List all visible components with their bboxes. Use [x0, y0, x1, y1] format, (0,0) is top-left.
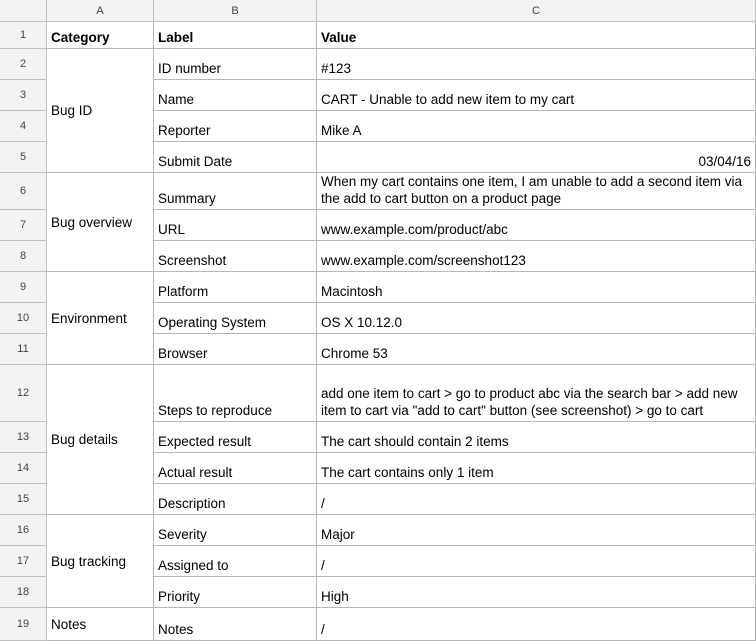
- row-header[interactable]: 8: [0, 241, 47, 272]
- category-cell-notes[interactable]: Notes: [47, 608, 154, 641]
- label-cell[interactable]: Expected result: [154, 422, 317, 453]
- row-header[interactable]: 2: [0, 49, 47, 80]
- value-cell[interactable]: Major: [317, 515, 756, 546]
- label-cell[interactable]: Platform: [154, 272, 317, 303]
- label-cell[interactable]: Screenshot: [154, 241, 317, 272]
- category-cell-bug-id[interactable]: Bug ID: [47, 49, 154, 173]
- label-cell[interactable]: Actual result: [154, 453, 317, 484]
- row-header[interactable]: 15: [0, 484, 47, 515]
- label-cell[interactable]: ID number: [154, 49, 317, 80]
- row-header[interactable]: 13: [0, 422, 47, 453]
- value-cell[interactable]: /: [317, 546, 756, 577]
- label-cell[interactable]: Priority: [154, 577, 317, 608]
- header-category-cell[interactable]: Category: [47, 22, 154, 49]
- value-cell[interactable]: #123: [317, 49, 756, 80]
- value-cell[interactable]: The cart contains only 1 item: [317, 453, 756, 484]
- value-cell[interactable]: /: [317, 484, 756, 515]
- label-cell[interactable]: Summary: [154, 173, 317, 210]
- header-label-cell[interactable]: Label: [154, 22, 317, 49]
- category-cell-bug-details[interactable]: Bug details: [47, 365, 154, 515]
- row-header[interactable]: 1: [0, 22, 47, 49]
- row-header[interactable]: 12: [0, 365, 47, 422]
- row-header[interactable]: 9: [0, 272, 47, 303]
- value-cell[interactable]: Mike A: [317, 111, 756, 142]
- row-header[interactable]: 16: [0, 515, 47, 546]
- value-cell[interactable]: The cart should contain 2 items: [317, 422, 756, 453]
- value-cell[interactable]: OS X 10.12.0: [317, 303, 756, 334]
- column-header-b[interactable]: B: [154, 0, 317, 22]
- value-cell[interactable]: www.example.com/product/abc: [317, 210, 756, 241]
- category-cell-bug-overview[interactable]: Bug overview: [47, 173, 154, 272]
- label-cell[interactable]: Operating System: [154, 303, 317, 334]
- row-header[interactable]: 5: [0, 142, 47, 173]
- value-cell[interactable]: 03/04/16: [317, 142, 756, 173]
- row-header[interactable]: 3: [0, 80, 47, 111]
- value-cell[interactable]: CART - Unable to add new item to my cart: [317, 80, 756, 111]
- label-cell[interactable]: Submit Date: [154, 142, 317, 173]
- row-header[interactable]: 4: [0, 111, 47, 142]
- category-cell-environment[interactable]: Environment: [47, 272, 154, 365]
- label-cell[interactable]: Reporter: [154, 111, 317, 142]
- row-header[interactable]: 11: [0, 334, 47, 365]
- row-header[interactable]: 7: [0, 210, 47, 241]
- label-cell[interactable]: Assigned to: [154, 546, 317, 577]
- row-header[interactable]: 18: [0, 577, 47, 608]
- value-cell[interactable]: High: [317, 577, 756, 608]
- column-header-a[interactable]: A: [47, 0, 154, 22]
- category-cell-bug-tracking[interactable]: Bug tracking: [47, 515, 154, 608]
- label-cell[interactable]: Steps to reproduce: [154, 365, 317, 422]
- row-header[interactable]: 19: [0, 608, 47, 641]
- label-cell[interactable]: Severity: [154, 515, 317, 546]
- value-cell[interactable]: www.example.com/screenshot123: [317, 241, 756, 272]
- label-cell[interactable]: Browser: [154, 334, 317, 365]
- value-cell[interactable]: /: [317, 608, 756, 641]
- value-cell[interactable]: When my cart contains one item, I am unable to add a second item via the add to cart button on a product page: [317, 173, 756, 210]
- row-header[interactable]: 14: [0, 453, 47, 484]
- header-value-cell[interactable]: Value: [317, 22, 756, 49]
- value-cell[interactable]: Macintosh: [317, 272, 756, 303]
- row-header[interactable]: 17: [0, 546, 47, 577]
- label-cell[interactable]: Name: [154, 80, 317, 111]
- row-header[interactable]: 10: [0, 303, 47, 334]
- label-cell[interactable]: URL: [154, 210, 317, 241]
- label-cell[interactable]: Description: [154, 484, 317, 515]
- select-all-corner[interactable]: [0, 0, 47, 22]
- value-cell[interactable]: Chrome 53: [317, 334, 756, 365]
- row-header[interactable]: 6: [0, 173, 47, 210]
- column-header-c[interactable]: C: [317, 0, 756, 22]
- value-cell[interactable]: add one item to cart > go to product abc via the search bar > add new item to cart via "add to cart" button (see screenshot) > go to cart: [317, 365, 756, 422]
- label-cell[interactable]: Notes: [154, 608, 317, 641]
